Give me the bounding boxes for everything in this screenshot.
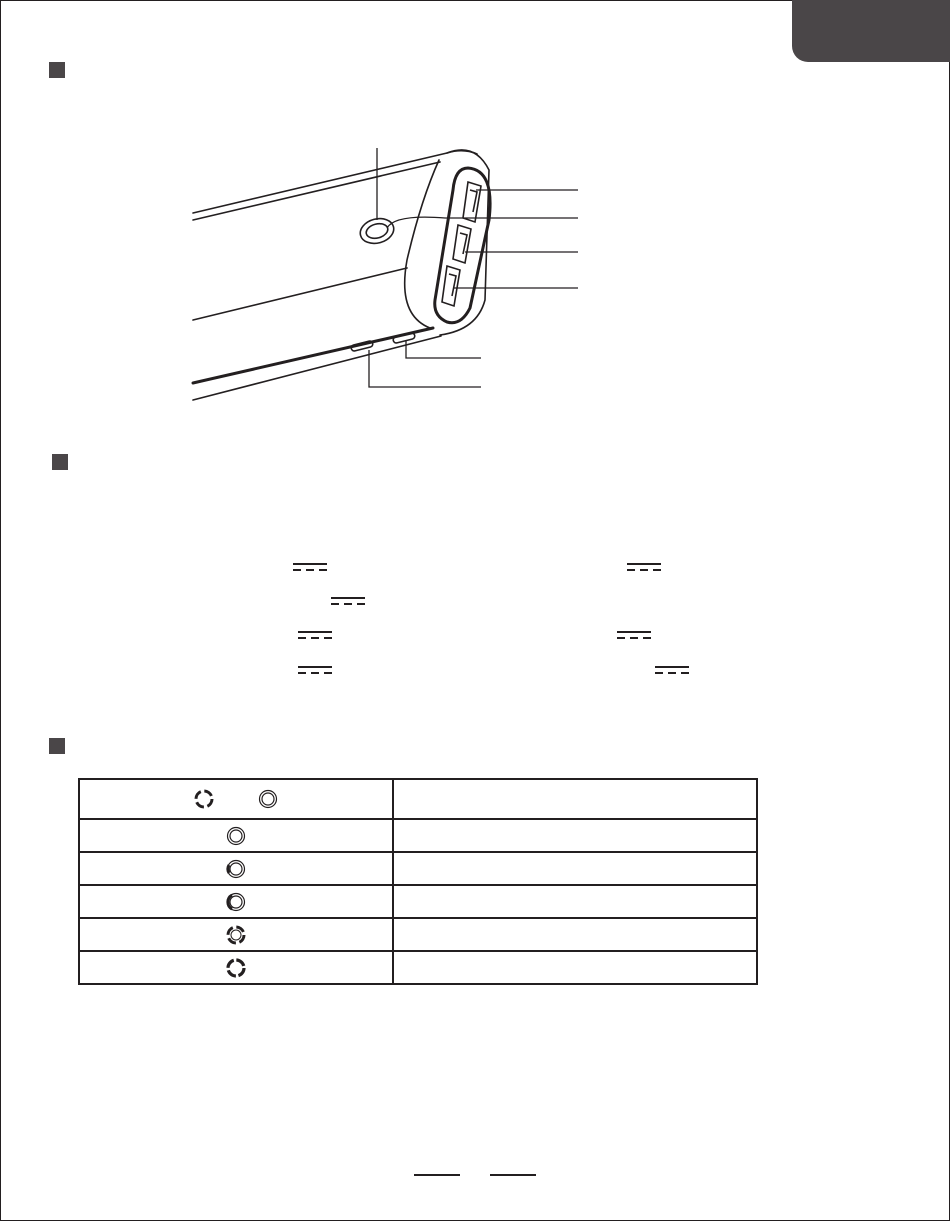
- table-row: [79, 951, 757, 984]
- table-cell: [393, 852, 757, 885]
- body-side-seam: [193, 268, 407, 320]
- table-row: [79, 852, 757, 885]
- table-cell: [79, 819, 393, 852]
- table-row: [79, 819, 757, 852]
- table-cell: [79, 885, 393, 918]
- table-cell: [393, 819, 757, 852]
- body-top-edge: [193, 151, 477, 213]
- table-cell: [79, 779, 393, 819]
- dc-symbol-icon: [298, 630, 332, 640]
- led-quarter-icon: [226, 859, 246, 879]
- table-cell: [79, 852, 393, 885]
- footer-rule: [414, 1174, 460, 1176]
- led-full-icon: [226, 958, 246, 978]
- section-marker: [49, 738, 65, 754]
- led-half-icon: [226, 892, 246, 912]
- table-cell: [393, 885, 757, 918]
- table-cell: [393, 951, 757, 984]
- table-cell: [393, 779, 757, 819]
- table-header-row: [79, 779, 757, 819]
- table-cell: [79, 918, 393, 951]
- callout-line: [369, 350, 481, 387]
- led-ring-icon: [226, 826, 246, 846]
- usb-port-icon: [463, 182, 481, 222]
- dc-symbol-icon: [617, 630, 651, 640]
- led-ring-icon: [258, 789, 278, 809]
- led-blinking-icon: [194, 789, 214, 809]
- body-top-edge-inner: [193, 162, 440, 220]
- end-cap-outline: [440, 150, 489, 335]
- section-marker: [49, 62, 65, 78]
- usb-port-icon: [453, 225, 471, 263]
- dc-symbol-icon: [655, 665, 689, 675]
- footer-rule: [490, 1174, 536, 1176]
- led-indicator-table: [78, 778, 758, 985]
- dc-symbol-icon: [298, 665, 332, 675]
- section-marker: [52, 454, 68, 470]
- dc-symbol-icon: [627, 562, 661, 572]
- usb-port-icon: [442, 266, 460, 306]
- body-bottom-edge-lower: [193, 336, 441, 400]
- table-cell: [79, 951, 393, 984]
- power-bank-diagram: [185, 140, 595, 410]
- dc-symbol-icon: [331, 596, 365, 606]
- table-row: [79, 885, 757, 918]
- table-cell: [393, 918, 757, 951]
- chapter-tab: [792, 0, 950, 62]
- table-row: [79, 918, 757, 951]
- dc-symbol-icon: [293, 562, 327, 572]
- led-three-quarter-icon: [226, 925, 246, 945]
